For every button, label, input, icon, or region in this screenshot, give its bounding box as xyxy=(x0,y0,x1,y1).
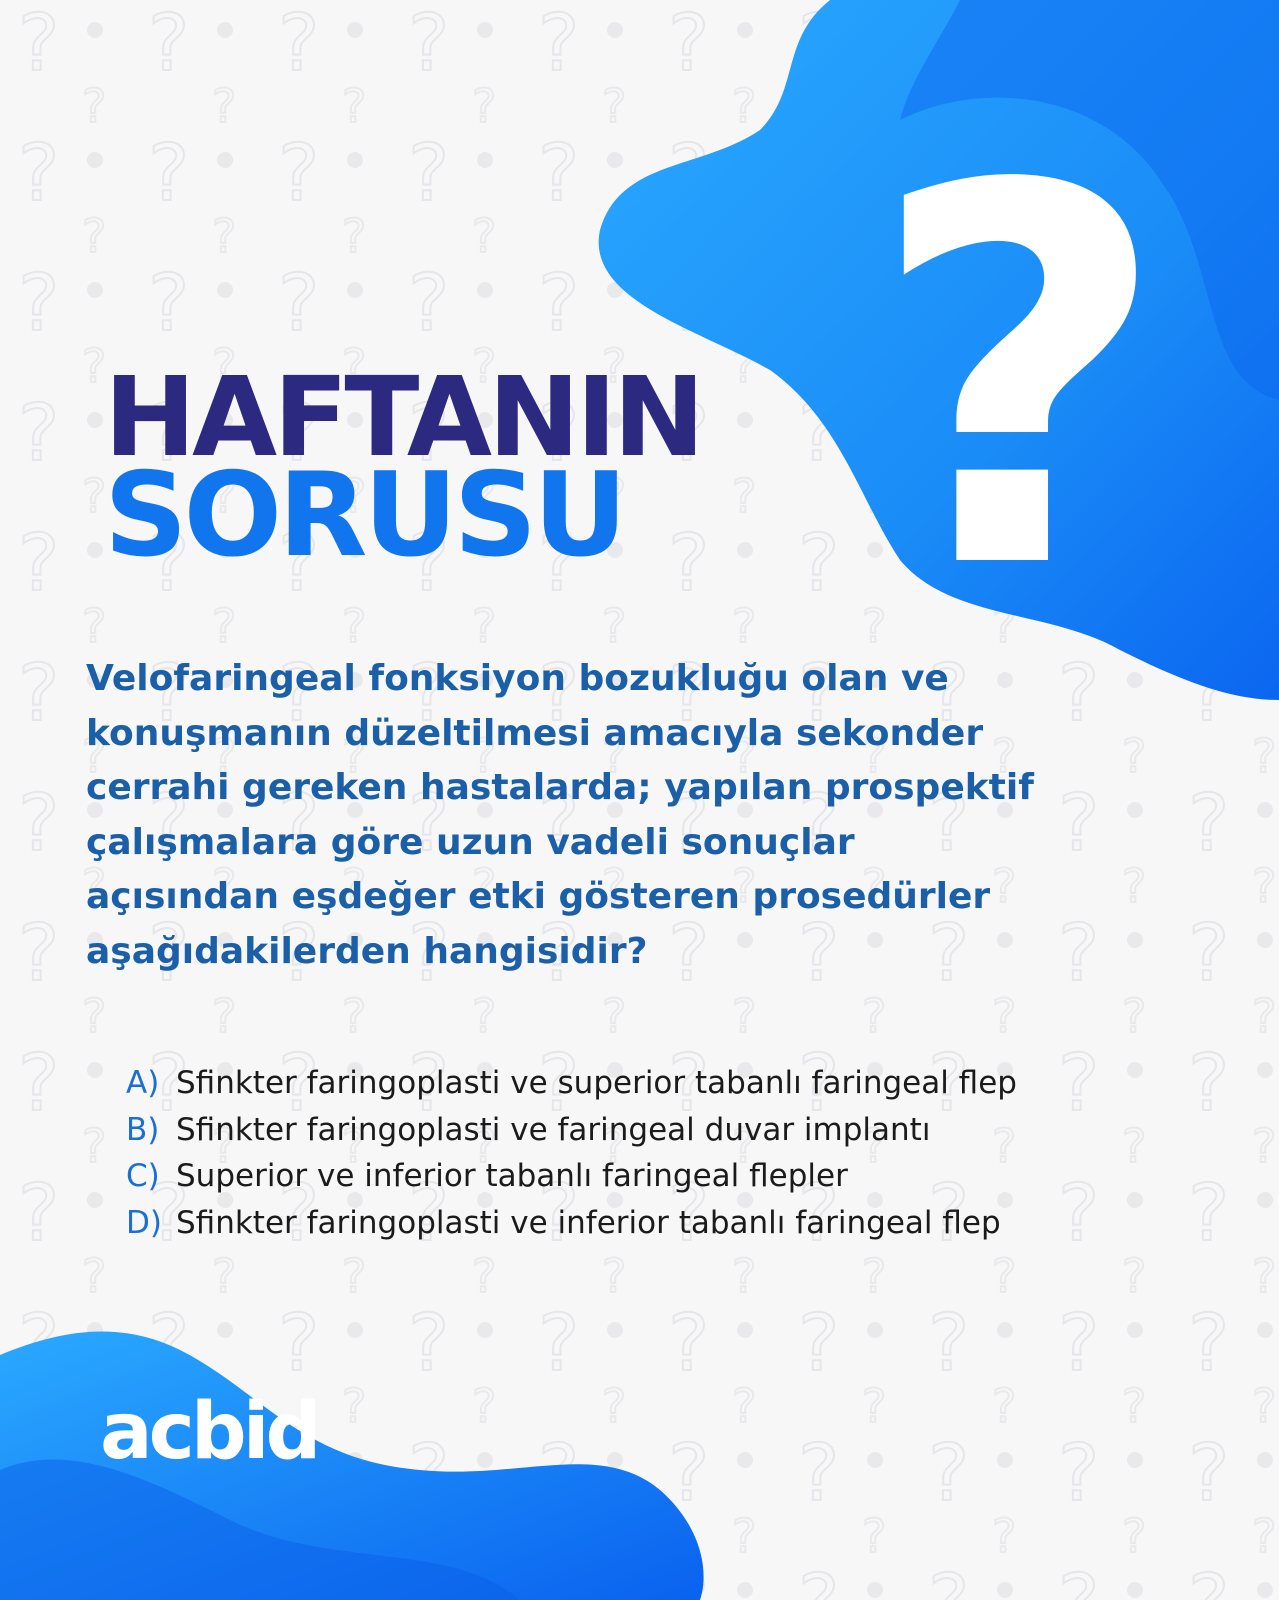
title-haftanin: HAFTANIN xyxy=(104,353,702,481)
question-line: konuşmanın düzeltilmesi amacıyla sekonder xyxy=(86,712,984,754)
option-text: Sfinkter faringoplasti ve inferior tabanlı faringeal flep xyxy=(176,1204,1001,1241)
option-letter: A) xyxy=(126,1065,160,1101)
question-line: aşağıdakilerden hangisidir? xyxy=(86,930,648,972)
question-line: cerrahi gereken hastalarda; yapılan prospektif xyxy=(86,767,1034,808)
option-text: Superior ve inferior tabanlı faringeal flepler xyxy=(176,1158,848,1194)
option-letter: C) xyxy=(126,1158,160,1194)
question-line: çalışmalara göre uzun vadeli sonuçlar xyxy=(86,821,855,863)
option-a xyxy=(126,1060,1226,1107)
question-line: açısından eşdeğer etki gösteren prosedürler xyxy=(86,876,991,917)
option-text: Sfinkter faringoplasti ve superior tabanlı faringeal flep xyxy=(176,1065,1017,1101)
question-line: Velofaringeal fonksiyon bozukluğu olan ve xyxy=(86,658,949,699)
title-sorusu: SORUSU xyxy=(104,448,624,583)
question-text xyxy=(86,652,1206,979)
option-b xyxy=(126,1107,1226,1154)
option-c xyxy=(126,1153,1226,1200)
option-letter: B) xyxy=(126,1111,160,1148)
option-letter: D) xyxy=(126,1204,162,1241)
option-text: Sfinkter faringoplasti ve faringeal duvar implantı xyxy=(176,1111,931,1148)
answer-options-list xyxy=(126,1060,1226,1246)
acbid-logo: acbid xyxy=(100,1387,318,1477)
option-d xyxy=(126,1200,1226,1247)
question-mark-icon: ? xyxy=(868,77,1170,683)
